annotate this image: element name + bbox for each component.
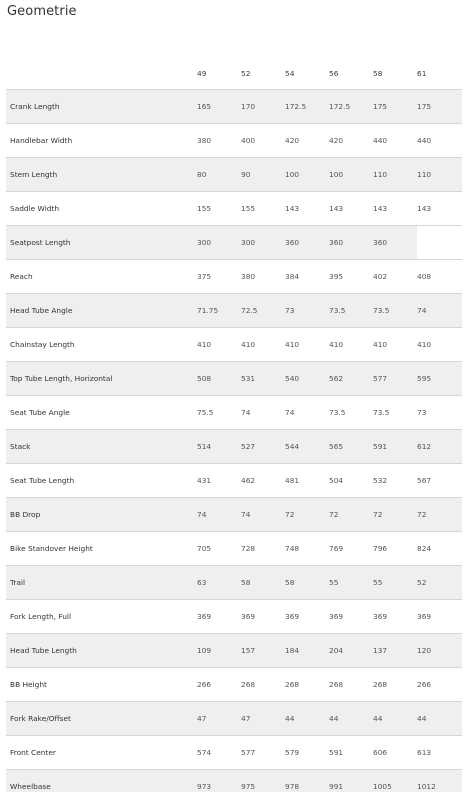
row-value: 300 (197, 226, 241, 260)
row-label: Stack (6, 430, 197, 464)
row-value: 532 (373, 464, 417, 498)
row-value: 410 (417, 328, 462, 362)
table-row (6, 124, 462, 158)
row-label: Bike Standover Height (6, 532, 197, 566)
row-value: 431 (197, 464, 241, 498)
row-value: 402 (373, 260, 417, 294)
row-value: 531 (241, 362, 285, 396)
size-header: 61 (417, 68, 427, 78)
row-value: 58 (241, 566, 285, 600)
row-value: 978 (285, 770, 329, 792)
row-value: 74 (285, 396, 329, 430)
row-value: 369 (417, 600, 462, 634)
row-value: 73.5 (373, 396, 417, 430)
table-row (6, 498, 462, 532)
row-value: 384 (285, 260, 329, 294)
row-value: 369 (329, 600, 373, 634)
row-value: 410 (197, 328, 241, 362)
row-value: 47 (197, 702, 241, 736)
row-value: 143 (329, 192, 373, 226)
row-value: 172.5 (329, 90, 373, 124)
table-header-row (6, 57, 462, 90)
row-value: 369 (285, 600, 329, 634)
row-value: 157 (241, 634, 285, 668)
row-value: 204 (329, 634, 373, 668)
row-value: 527 (241, 430, 285, 464)
row-value: 300 (241, 226, 285, 260)
row-label: Fork Rake/Offset (6, 702, 197, 736)
row-value: 420 (285, 124, 329, 158)
size-header: 49 (197, 68, 207, 78)
row-value: 110 (373, 158, 417, 192)
row-value: 565 (329, 430, 373, 464)
row-value: 369 (197, 600, 241, 634)
table-row (6, 634, 462, 668)
row-value: 109 (197, 634, 241, 668)
row-value: 991 (329, 770, 373, 792)
row-value: 73.5 (329, 396, 373, 430)
row-value: 175 (373, 90, 417, 124)
row-value: 410 (329, 328, 373, 362)
row-label: Stem Length (6, 158, 197, 192)
row-value: 395 (329, 260, 373, 294)
row-value: 380 (197, 124, 241, 158)
row-value: 440 (373, 124, 417, 158)
row-value: 100 (329, 158, 373, 192)
table-row (6, 464, 462, 498)
row-value: 796 (373, 532, 417, 566)
row-label: Saddle Width (6, 192, 197, 226)
table-row (6, 600, 462, 634)
row-value: 410 (285, 328, 329, 362)
row-value: 567 (417, 464, 462, 498)
table-row (6, 736, 462, 770)
table-row (6, 770, 462, 792)
row-value: 748 (285, 532, 329, 566)
row-value: 514 (197, 430, 241, 464)
row-value: 462 (241, 464, 285, 498)
row-value: 165 (197, 90, 241, 124)
row-value: 184 (285, 634, 329, 668)
header-label-spacer (6, 57, 197, 90)
row-value: 540 (285, 362, 329, 396)
row-value: 268 (285, 668, 329, 702)
row-value: 55 (329, 566, 373, 600)
geometry-table (6, 57, 462, 792)
row-value: 80 (197, 158, 241, 192)
table-body (6, 90, 462, 792)
row-value: 440 (417, 124, 462, 158)
row-value: 120 (417, 634, 462, 668)
table-row (6, 294, 462, 328)
size-header: 54 (285, 68, 295, 78)
row-value: 90 (241, 158, 285, 192)
row-value: 44 (285, 702, 329, 736)
row-value: 268 (373, 668, 417, 702)
table-row (6, 430, 462, 464)
row-value: 591 (373, 430, 417, 464)
row-label: Reach (6, 260, 197, 294)
size-header: 58 (373, 68, 383, 78)
row-value: 975 (241, 770, 285, 792)
row-value: 375 (197, 260, 241, 294)
row-label: Trail (6, 566, 197, 600)
row-value: 769 (329, 532, 373, 566)
row-label: Seat Tube Length (6, 464, 197, 498)
row-value: 973 (197, 770, 241, 792)
table-row (6, 158, 462, 192)
table-row (6, 566, 462, 600)
row-label: Top Tube Length, Horizontal (6, 362, 197, 396)
table-row (6, 226, 462, 260)
row-value: 369 (373, 600, 417, 634)
row-label: Seatpost Length (6, 226, 197, 260)
row-value: 72 (329, 498, 373, 532)
row-value: 44 (373, 702, 417, 736)
row-value: 606 (373, 736, 417, 770)
row-value: 577 (241, 736, 285, 770)
row-value: 44 (417, 702, 462, 736)
row-value: 562 (329, 362, 373, 396)
row-value: 74 (197, 498, 241, 532)
row-value: 73.5 (329, 294, 373, 328)
row-value: 72 (285, 498, 329, 532)
row-value: 268 (329, 668, 373, 702)
table-row (6, 328, 462, 362)
row-value: 47 (241, 702, 285, 736)
table-row (6, 668, 462, 702)
row-value: 73.5 (373, 294, 417, 328)
row-value: 360 (285, 226, 329, 260)
row-value: 579 (285, 736, 329, 770)
row-value: 266 (417, 668, 462, 702)
row-value: 481 (285, 464, 329, 498)
row-value: 155 (197, 192, 241, 226)
table-row (6, 396, 462, 430)
row-value: 613 (417, 736, 462, 770)
row-value: 504 (329, 464, 373, 498)
row-value: 155 (241, 192, 285, 226)
row-label: Crank Length (6, 90, 197, 124)
row-label: BB Height (6, 668, 197, 702)
row-label: Fork Length, Full (6, 600, 197, 634)
row-value: 595 (417, 362, 462, 396)
row-value: 58 (285, 566, 329, 600)
row-value: 73 (417, 396, 462, 430)
row-label: Wheelbase (6, 770, 197, 792)
row-label: Chainstay Length (6, 328, 197, 362)
row-value: 63 (197, 566, 241, 600)
row-value: 612 (417, 430, 462, 464)
row-value: 577 (373, 362, 417, 396)
row-value: 72 (417, 498, 462, 532)
row-value: 268 (241, 668, 285, 702)
row-value: 574 (197, 736, 241, 770)
row-value: 72 (373, 498, 417, 532)
row-value: 369 (241, 600, 285, 634)
row-value: 408 (417, 260, 462, 294)
row-value: 172.5 (285, 90, 329, 124)
row-value: 360 (373, 226, 417, 260)
row-value: 1005 (373, 770, 417, 792)
row-label: Head Tube Length (6, 634, 197, 668)
row-value: 591 (329, 736, 373, 770)
row-value: 380 (241, 260, 285, 294)
row-value: 52 (417, 566, 462, 600)
row-value: 55 (373, 566, 417, 600)
row-value: 175 (417, 90, 462, 124)
row-label: Front Center (6, 736, 197, 770)
table-row (6, 90, 462, 124)
row-value: 110 (417, 158, 462, 192)
row-value: 143 (285, 192, 329, 226)
row-value: 360 (329, 226, 373, 260)
row-value: 728 (241, 532, 285, 566)
row-value: 400 (241, 124, 285, 158)
row-value: 74 (241, 498, 285, 532)
row-label: BB Drop (6, 498, 197, 532)
row-value: 143 (417, 192, 462, 226)
row-value (417, 226, 462, 260)
row-value: 137 (373, 634, 417, 668)
row-value: 74 (417, 294, 462, 328)
row-value: 73 (285, 294, 329, 328)
table-row (6, 362, 462, 396)
size-header: 56 (329, 68, 339, 78)
row-value: 170 (241, 90, 285, 124)
row-label: Handlebar Width (6, 124, 197, 158)
row-value: 143 (373, 192, 417, 226)
row-value: 410 (241, 328, 285, 362)
table-row (6, 260, 462, 294)
row-value: 72.5 (241, 294, 285, 328)
row-value: 1012 (417, 770, 462, 792)
row-value: 44 (329, 702, 373, 736)
row-label: Head Tube Angle (6, 294, 197, 328)
row-value: 544 (285, 430, 329, 464)
row-value: 74 (241, 396, 285, 430)
row-value: 266 (197, 668, 241, 702)
table-row (6, 192, 462, 226)
row-value: 410 (373, 328, 417, 362)
size-header: 52 (241, 68, 251, 78)
row-value: 508 (197, 362, 241, 396)
row-value: 824 (417, 532, 462, 566)
row-value: 705 (197, 532, 241, 566)
row-value: 100 (285, 158, 329, 192)
row-value: 75.5 (197, 396, 241, 430)
row-label: Seat Tube Angle (6, 396, 197, 430)
page-title: Geometrie (7, 4, 77, 19)
table-row (6, 702, 462, 736)
row-value: 420 (329, 124, 373, 158)
table-row (6, 532, 462, 566)
row-value: 71.75 (197, 294, 241, 328)
